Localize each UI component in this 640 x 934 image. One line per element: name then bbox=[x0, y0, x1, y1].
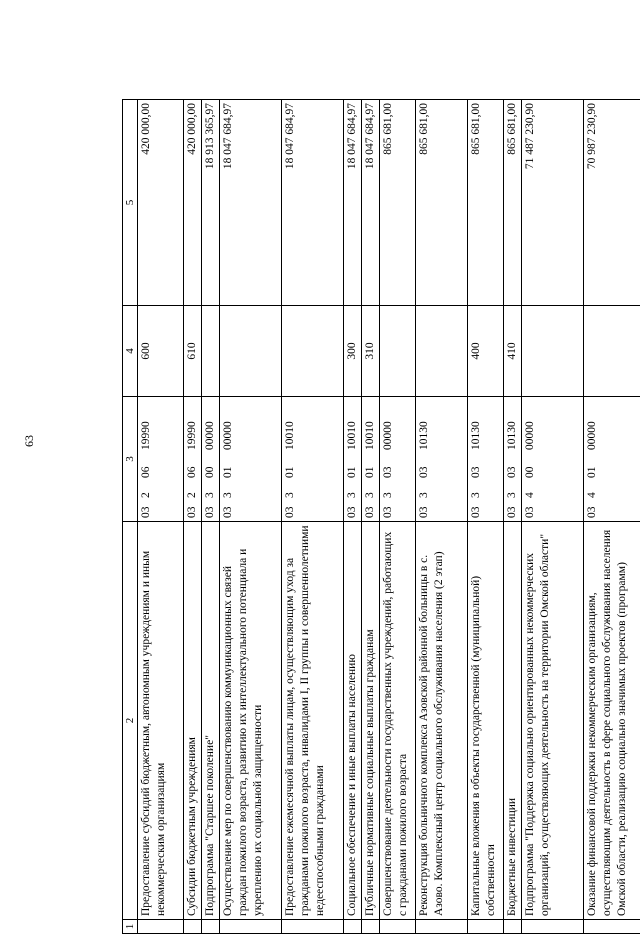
row-code-part: 03 bbox=[418, 506, 431, 518]
row-code-part: 03 bbox=[418, 466, 431, 478]
header-cell-5: 5 bbox=[123, 100, 138, 306]
row-sum: 18 047 684,97 bbox=[282, 100, 344, 306]
row-code-part: 00000 bbox=[204, 421, 217, 450]
row-sum: 18 047 684,97 bbox=[362, 100, 380, 306]
row-name: Субсидии бюджетным учреждениям bbox=[184, 522, 202, 920]
row-index-cell bbox=[282, 920, 344, 934]
row-code-part: 3 bbox=[382, 492, 395, 498]
row-name: Капитальные вложения в объекты государственной (муниципальной) собственности bbox=[468, 522, 504, 920]
row-code-part: 01 bbox=[222, 466, 235, 478]
row-code-part: 03 bbox=[524, 506, 537, 518]
row-codes bbox=[380, 397, 416, 522]
row-codes bbox=[202, 397, 220, 522]
row-sum: 420 000,00 bbox=[138, 100, 184, 306]
table-row bbox=[220, 100, 282, 934]
row-index-cell bbox=[220, 920, 282, 934]
row-sum: 865 681,00 bbox=[416, 100, 468, 306]
row-code-part: 06 bbox=[140, 466, 153, 478]
table-row bbox=[202, 100, 220, 934]
table-row bbox=[584, 100, 640, 934]
row-code-part: 03 bbox=[186, 506, 199, 518]
row-code-part: 03 bbox=[284, 506, 297, 518]
row-sum: 865 681,00 bbox=[380, 100, 416, 306]
row-code-part: 01 bbox=[364, 466, 377, 478]
row-kvr bbox=[282, 306, 344, 397]
row-name: Подпрограмма "Старшее поколение" bbox=[202, 522, 220, 920]
row-kvr: 600 bbox=[138, 306, 184, 397]
row-name: Осуществление мер по совершенствованию коммуникационных связей граждан пожилого возраста, развитию их интеллектуального потенциала и укреплению их социальной защищенности bbox=[220, 522, 282, 920]
row-sum: 865 681,00 bbox=[468, 100, 504, 306]
row-code-part: 03 bbox=[222, 506, 235, 518]
row-name: Социальное обеспечение и иные выплаты населению bbox=[344, 522, 362, 920]
row-kvr bbox=[380, 306, 416, 397]
header-cell-1: 1 bbox=[123, 920, 138, 934]
rotated-table-container bbox=[122, 100, 629, 934]
row-code-part: 01 bbox=[586, 466, 599, 478]
row-code-part: 00000 bbox=[222, 421, 235, 450]
row-codes bbox=[220, 397, 282, 522]
row-code-part: 3 bbox=[284, 492, 297, 498]
row-codes bbox=[344, 397, 362, 522]
row-sum: 865 681,00 bbox=[504, 100, 522, 306]
row-index-cell bbox=[362, 920, 380, 934]
row-code-part: 2 bbox=[186, 492, 199, 498]
row-kvr bbox=[416, 306, 468, 397]
row-code-part: 03 bbox=[470, 466, 483, 478]
row-sum: 71 487 230,90 bbox=[522, 100, 584, 306]
row-code-part: 03 bbox=[382, 466, 395, 478]
row-codes bbox=[362, 397, 380, 522]
row-codes bbox=[184, 397, 202, 522]
row-name: Совершенствование деятельности государственных учреждений, работающих с гражданами пожилого возраста bbox=[380, 522, 416, 920]
row-code-part: 03 bbox=[364, 506, 377, 518]
table-row bbox=[344, 100, 362, 934]
row-kvr bbox=[522, 306, 584, 397]
row-code-part: 3 bbox=[222, 492, 235, 498]
row-code-part: 19990 bbox=[186, 421, 199, 450]
row-sum: 18 047 684,97 bbox=[220, 100, 282, 306]
row-code-part: 3 bbox=[506, 492, 519, 498]
row-kvr bbox=[202, 306, 220, 397]
row-code-part: 03 bbox=[346, 506, 359, 518]
row-code-part: 00 bbox=[524, 466, 537, 478]
row-code-part: 10010 bbox=[346, 421, 359, 450]
row-code-part: 06 bbox=[186, 466, 199, 478]
row-sum: 70 987 230,90 bbox=[584, 100, 640, 306]
row-kvr bbox=[584, 306, 640, 397]
row-code-part: 19990 bbox=[140, 421, 153, 450]
row-code-part: 03 bbox=[140, 506, 153, 518]
row-code-part: 10130 bbox=[506, 421, 519, 450]
row-code-part: 03 bbox=[506, 466, 519, 478]
row-code-part: 3 bbox=[204, 492, 217, 498]
row-name: Бюджетные инвестиции bbox=[504, 522, 522, 920]
budget-table bbox=[122, 99, 640, 934]
row-codes bbox=[282, 397, 344, 522]
row-name: Предоставление ежемесячной выплаты лицам, осуществляющим уход за гражданами пожилого возраста, инвалидами I, II группы и совершеннолетними недееспособными гражданами bbox=[282, 522, 344, 920]
table-row bbox=[138, 100, 184, 934]
row-code-part: 03 bbox=[586, 506, 599, 518]
row-code-part: 01 bbox=[284, 466, 297, 478]
row-index-cell bbox=[416, 920, 468, 934]
row-code-part: 03 bbox=[506, 506, 519, 518]
header-cell-4: 4 bbox=[123, 306, 138, 397]
row-index-cell bbox=[202, 920, 220, 934]
row-code-part: 3 bbox=[346, 492, 359, 498]
table-row bbox=[282, 100, 344, 934]
table-row bbox=[184, 100, 202, 934]
row-name: Предоставление субсидий бюджетным, автономным учреждениям и иным некоммерческим организациям bbox=[138, 522, 184, 920]
page-number: 63 bbox=[22, 435, 36, 447]
table-row bbox=[380, 100, 416, 934]
row-code-part: 4 bbox=[586, 492, 599, 498]
row-index-cell bbox=[138, 920, 184, 934]
row-name: Реконструкция больничного комплекса Азовской районной больницы в с. Азово. Комплексный центр социального обслуживания населения (2 этап) bbox=[416, 522, 468, 920]
header-row bbox=[123, 100, 138, 934]
row-code-part: 10130 bbox=[470, 421, 483, 450]
header-cell-3: 3 bbox=[123, 397, 138, 522]
row-code-part: 3 bbox=[418, 492, 431, 498]
row-code-part: 00000 bbox=[524, 421, 537, 450]
row-name: Оказание финансовой поддержки некоммерческим организациям, осуществляющим деятельность в сфере социального обслуживания населения Омской области, реализацию социально значимых проектов (программ) bbox=[584, 522, 640, 920]
row-codes bbox=[416, 397, 468, 522]
table-row bbox=[416, 100, 468, 934]
row-codes bbox=[504, 397, 522, 522]
row-code-part: 10010 bbox=[284, 421, 297, 450]
table-row bbox=[504, 100, 522, 934]
row-code-part: 03 bbox=[470, 506, 483, 518]
row-sum: 420 000,00 bbox=[184, 100, 202, 306]
header-cell-2: 2 bbox=[123, 522, 138, 920]
row-code-part: 00000 bbox=[382, 421, 395, 450]
row-index-cell bbox=[184, 920, 202, 934]
row-code-part: 10130 bbox=[418, 421, 431, 450]
row-code-part: 00 bbox=[204, 466, 217, 478]
row-code-part: 3 bbox=[470, 492, 483, 498]
row-code-part: 4 bbox=[524, 492, 537, 498]
row-kvr: 410 bbox=[504, 306, 522, 397]
row-code-part: 00000 bbox=[586, 421, 599, 450]
row-index-cell bbox=[522, 920, 584, 934]
row-kvr: 310 bbox=[362, 306, 380, 397]
row-name: Подпрограмма "Поддержка социально ориентированных некоммерческих организаций, осуществляющих деятельность на территории Омской области" bbox=[522, 522, 584, 920]
row-code-part: 2 bbox=[140, 492, 153, 498]
table-row bbox=[468, 100, 504, 934]
row-codes bbox=[584, 397, 640, 522]
row-kvr bbox=[220, 306, 282, 397]
row-codes bbox=[522, 397, 584, 522]
row-code-part: 10010 bbox=[364, 421, 377, 450]
row-name: Публичные нормативные социальные выплаты гражданам bbox=[362, 522, 380, 920]
table-row bbox=[362, 100, 380, 934]
row-codes bbox=[138, 397, 184, 522]
row-index-cell bbox=[344, 920, 362, 934]
row-code-part: 3 bbox=[364, 492, 377, 498]
table-row bbox=[522, 100, 584, 934]
row-sum: 18 913 365,97 bbox=[202, 100, 220, 306]
row-index-cell bbox=[380, 920, 416, 934]
row-kvr: 610 bbox=[184, 306, 202, 397]
row-index-cell bbox=[504, 920, 522, 934]
row-code-part: 03 bbox=[204, 506, 217, 518]
row-kvr: 400 bbox=[468, 306, 504, 397]
row-code-part: 01 bbox=[346, 466, 359, 478]
row-index-cell bbox=[584, 920, 640, 934]
row-kvr: 300 bbox=[344, 306, 362, 397]
row-sum: 18 047 684,97 bbox=[344, 100, 362, 306]
row-codes bbox=[468, 397, 504, 522]
row-index-cell bbox=[468, 920, 504, 934]
row-code-part: 03 bbox=[382, 506, 395, 518]
